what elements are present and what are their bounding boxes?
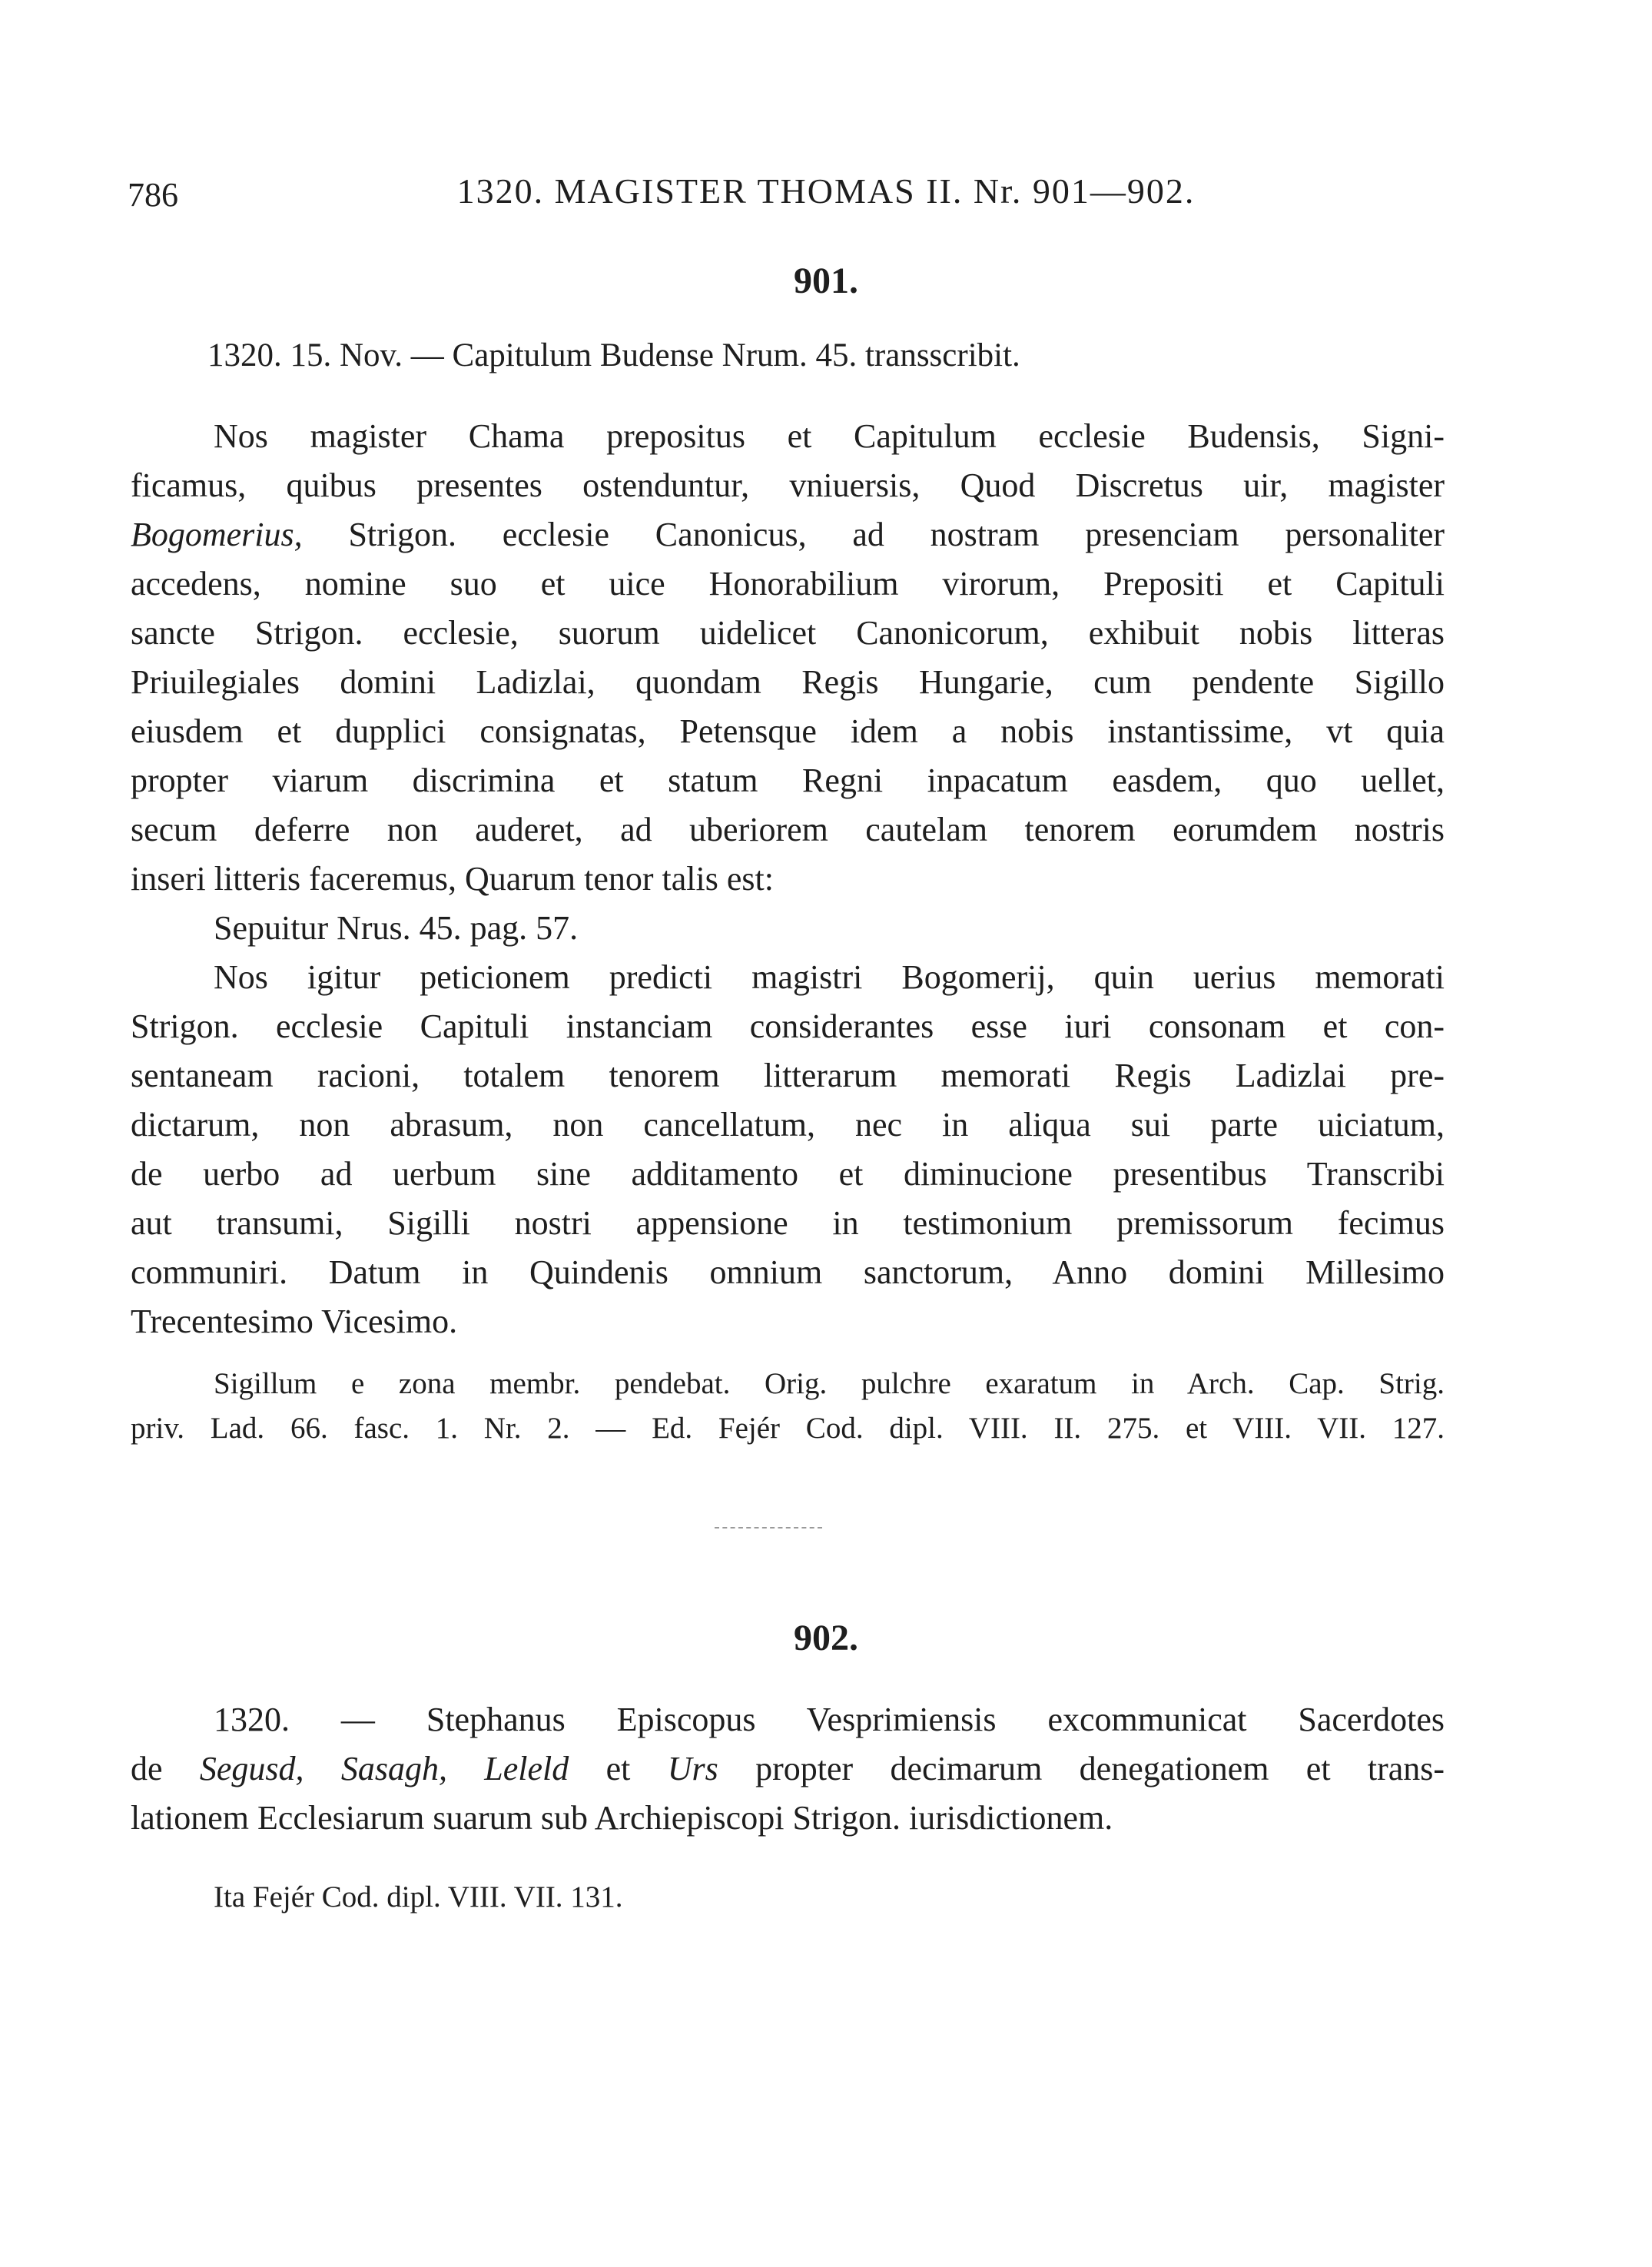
text-line: aut transumi, Sigilli nostri appensione in testimonium premissorum fecimus <box>131 1204 1445 1242</box>
text-line <box>131 1744 1445 1794</box>
footnote-902 <box>131 1875 1445 1920</box>
text-line: ficamus, quibus presentes ostenduntur, vniuersis, Quod Discretus uir, magister <box>131 466 1445 504</box>
footnote-901 <box>131 1362 1445 1451</box>
text-line: 1320. — Stephanus Episcopus Vesprimiensis excommunicat Sacerdotes <box>214 1701 1445 1738</box>
text-word: et <box>605 1750 631 1787</box>
section-divider <box>715 1527 822 1528</box>
text-line: Nos magister Chama prepositus et Capitulum ecclesie Budensis, Signi- <box>214 417 1445 455</box>
entry-body-902 <box>131 1695 1445 1843</box>
text-line: accedens, nomine suo et uice Honorabilium virorum, Prepositi et Capituli <box>131 565 1445 602</box>
text-line: sancte Strigon. ecclesie, suorum uidelicet Canonicorum, exhibuit nobis litteras <box>131 614 1445 652</box>
running-head: 1320. MAGISTER THOMAS II. Nr. 901—902. <box>456 171 1196 211</box>
text-line: propter viarum discrimina et statum Regni inpacatum easdem, quo uellet, <box>131 762 1445 799</box>
note-line: Ita Fejér Cod. dipl. VIII. VII. 131. <box>214 1880 623 1914</box>
text-line-rest: Strigon. ecclesie Canonicus, ad nostram presenciam personaliter <box>348 516 1445 553</box>
text-line: secum deferre non auderet, ad uberiorem cautelam tenorem eorumdem nostris <box>131 811 1445 848</box>
note-line: Sigillum e zona membr. pendebat. Orig. pulchre exaratum in Arch. Cap. Strig. <box>214 1367 1445 1400</box>
place-name: Leleld <box>484 1750 569 1787</box>
text-line: Nos igitur peticionem predicti magistri Bogomerij, quin uerius memorati <box>214 958 1445 996</box>
text-line <box>131 510 1445 559</box>
text-line: Strigon. ecclesie Capituli instanciam considerantes esse iuri consonam et con- <box>131 1007 1445 1045</box>
note-line: priv. Lad. 66. fasc. 1. Nr. 2. — Ed. Fejér Cod. dipl. VIII. II. 275. et VIII. VII. 127. <box>131 1412 1445 1445</box>
text-line: Sepuitur Nrus. 45. pag. 57. <box>214 909 579 947</box>
text-line: Priuilegiales domini Ladizlai, quondam Regis Hungarie, cum pendente Sigillo <box>131 663 1445 701</box>
entry-summary-901: 1320. 15. Nov. — Capitulum Budense Nrum. 45. transscribit. <box>207 337 1020 373</box>
text-line: Trecentesimo Vicesimo. <box>131 1303 458 1340</box>
text-word: de <box>131 1750 163 1787</box>
entry-number-902: 902. <box>794 1618 858 1658</box>
text-line: eiusdem et dupplici consignatas, Petensque idem a nobis instantissime, vt quia <box>131 712 1445 750</box>
text-line: lationem Ecclesiarum suarum sub Archiepiscopi Strigon. iurisdictionem. <box>131 1799 1113 1837</box>
text-line: sentaneam racioni, totalem tenorem litterarum memorati Regis Ladizlai pre- <box>131 1057 1445 1094</box>
place-name: Urs <box>667 1750 718 1787</box>
personal-name: Bogomerius, <box>131 516 303 553</box>
text-line: communiri. Datum in Quindenis omnium sanctorum, Anno domini Millesimo <box>131 1253 1445 1291</box>
place-name: Sasagh, <box>340 1750 447 1787</box>
entry-body-901 <box>131 412 1445 1346</box>
text-line-rest: propter decimarum denegationem et trans- <box>755 1750 1445 1787</box>
place-name: Segusd, <box>199 1750 304 1787</box>
page-number: 786 <box>128 176 178 214</box>
entry-number-901: 901. <box>794 261 858 301</box>
text-line: dictarum, non abrasum, non cancellatum, nec in aliqua sui parte uiciatum, <box>131 1106 1445 1143</box>
text-line: de uerbo ad uerbum sine additamento et diminucione presentibus Transcribi <box>131 1155 1445 1193</box>
text-line: inseri litteris faceremus, Quarum tenor talis est: <box>131 860 774 898</box>
